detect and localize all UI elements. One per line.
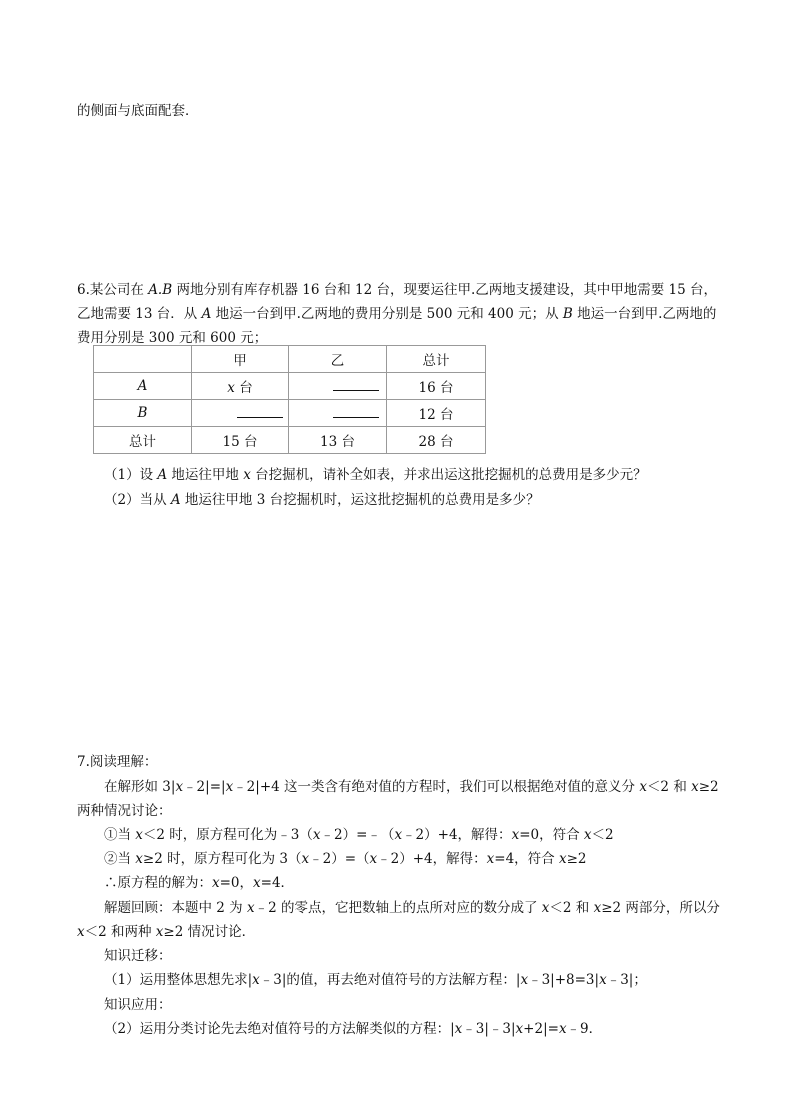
- row-a-total: 16 台: [387, 373, 486, 400]
- total-yi: 13 台: [289, 427, 387, 454]
- q6-sub-1: （1）设 A 地运往甲地 x 台挖掘机，请补全如表，并求出运这批挖掘机的总费用是多少元？: [104, 467, 647, 483]
- total-label: 总计: [94, 427, 192, 454]
- q7-review-2: x＜2 和两种 x≥2 情况讨论．: [77, 924, 256, 940]
- q7-sub-2: （2）运用分类讨论先去绝对值符号的方法解类似的方程：|x﹣3|﹣3|x+2|=x﹣9．: [104, 1021, 603, 1037]
- q7-solution: ∴原方程的解为：x=0，x=4．: [104, 875, 295, 891]
- q6-table: [93, 345, 486, 454]
- table-row-b: [94, 400, 486, 427]
- intro-line: 的侧面与底面配套．: [77, 103, 199, 119]
- q7-case-2: ②当 x≥2 时，原方程可化为 3（x﹣2）=（x﹣2）+4，解得：x=4，符合 x≥2: [104, 851, 587, 867]
- q6-line-3: 费用分别是 300 元和 600 元；: [77, 330, 268, 346]
- table-cell: [94, 346, 192, 373]
- q7-knowledge-transfer: 知识迁移：: [104, 948, 172, 964]
- row-b-label: B: [94, 400, 192, 427]
- total-all: 28 台: [387, 427, 486, 454]
- table-header-jia: 甲: [192, 346, 289, 373]
- q6-sub-2: （2）当从 A 地运往甲地 3 台挖掘机时，运这批挖掘机的总费用是多少？: [104, 492, 540, 508]
- answer-blank[interactable]: [333, 377, 379, 391]
- row-a-label: A: [94, 373, 192, 400]
- answer-blank[interactable]: [237, 404, 283, 418]
- row-b-jia: [192, 400, 289, 427]
- row-b-total: 12 台: [387, 400, 486, 427]
- q7-para-1: 在解形如 3|x﹣2|=|x﹣2|+4 这一类含有绝对值的方程时，我们可以根据绝对值的意义分 x＜2 和 x≥2: [104, 779, 719, 795]
- total-jia: 15 台: [192, 427, 289, 454]
- q7-title: 7.阅读理解：: [77, 754, 158, 770]
- table-row-total: [94, 427, 486, 454]
- q7-case-1: ①当 x＜2 时，原方程可化为﹣3（x﹣2）=﹣（x﹣2）+4，解得：x=0，符合 x＜2: [104, 827, 614, 843]
- table-row-a: [94, 373, 486, 400]
- table-header-row: [94, 346, 486, 373]
- q7-sub-1: （1）运用整体思想先求|x﹣3|的值，再去绝对值符号的方法解方程：|x﹣3|+8=3|x﹣3|；: [104, 972, 647, 988]
- q6-line-1: 6.某公司在 A.B 两地分别有库存机器 16 台和 12 台，现要运往甲.乙两地支援建设，其中甲地需要 15 台，: [77, 282, 718, 298]
- table-header-yi: 乙: [289, 346, 387, 373]
- q7-knowledge-application: 知识应用：: [104, 997, 172, 1013]
- answer-blank[interactable]: [333, 404, 379, 418]
- table-header-total: 总计: [387, 346, 486, 373]
- q7-review-1: 解题回顾：本题中 2 为 x﹣2 的零点，它把数轴上的点所对应的数分成了 x＜2 和 x≥2 两部分，所以分: [104, 900, 720, 916]
- q6-line-2: 乙地需要 13 台．从 A 地运一台到甲.乙两地的费用分别是 500 元和 400 元；从 B 地运一台到甲.乙两地的: [77, 306, 717, 322]
- row-b-yi: [289, 400, 387, 427]
- row-a-yi: [289, 373, 387, 400]
- q7-para-2: 两种情况讨论：: [77, 803, 172, 819]
- row-a-jia: x 台: [192, 373, 289, 400]
